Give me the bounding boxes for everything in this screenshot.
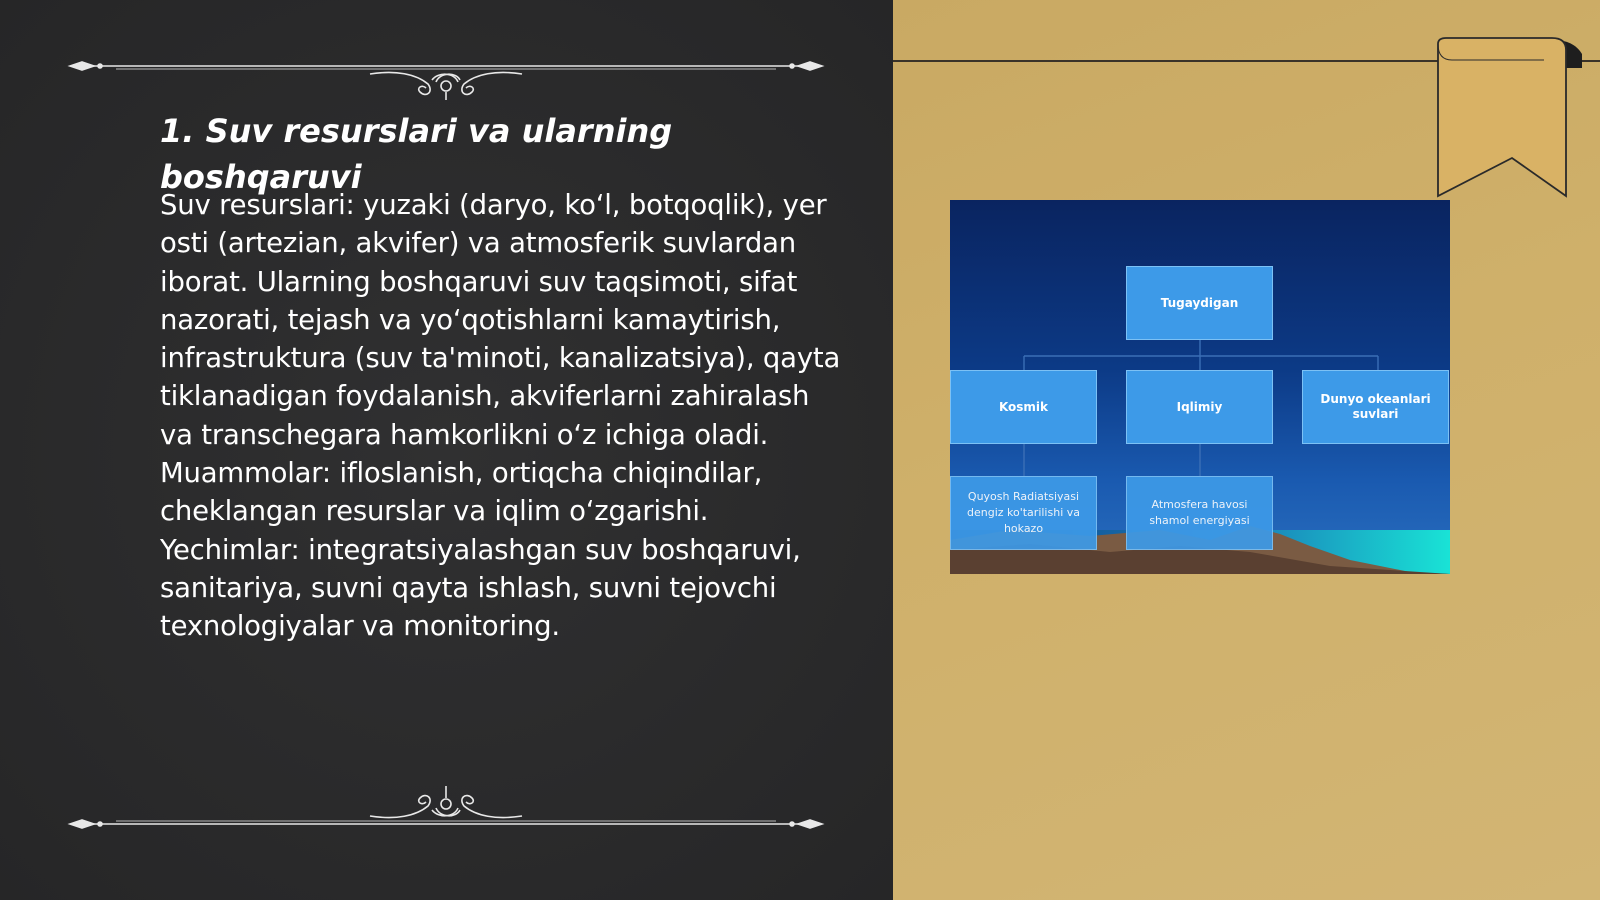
slide-title: 1. Suv resurslari va ularning boshqaruvi (160, 112, 673, 196)
ornament-divider-bottom (66, 770, 826, 830)
diagram-image (950, 200, 1450, 574)
node-kosmik: Kosmik (950, 370, 1097, 444)
node-solar-radiation: Quyosh Radiatsiyasi dengiz ko'tarilishi va hokazo (950, 476, 1097, 550)
bookmark-ribbon (1432, 34, 1600, 200)
slide-body-text: Suv resurslari: yuzaki (daryo, ko‘l, botqoqlik), yer osti (artezian, akvifer) va atmosferik suvlardan iborat. Ularning boshqaruvi suv taqsimoti, sifat nazorati, tejash va yo‘qotishlarni kamaytirish, infrastruktura (suv ta'minoti, kanalizatsiya), qayta tiklanadigan foydalanish, akviferlarni zahiralash va transchegara hamkorlikni o‘z ichiga oladi. Muammolar: ifloslanish, ortiqcha chiqindilar, cheklangan resurslar va iqlim o‘zgarishi. Yechimlar: integratsiyalashgan suv boshqaruvi, sanitariya, suvni qayta ishlash, suvni tejovchi texnologiyalar va monitoring. (160, 189, 841, 643)
ornament-divider-top (66, 40, 826, 100)
node-atmosphere-wind: Atmosfera havosi shamol energiyasi (1126, 476, 1273, 550)
node-root: Tugaydigan (1126, 266, 1273, 340)
node-iqlimiy: Iqlimiy (1126, 370, 1273, 444)
node-ocean-waters: Dunyo okeanlari suvlari (1302, 370, 1449, 444)
